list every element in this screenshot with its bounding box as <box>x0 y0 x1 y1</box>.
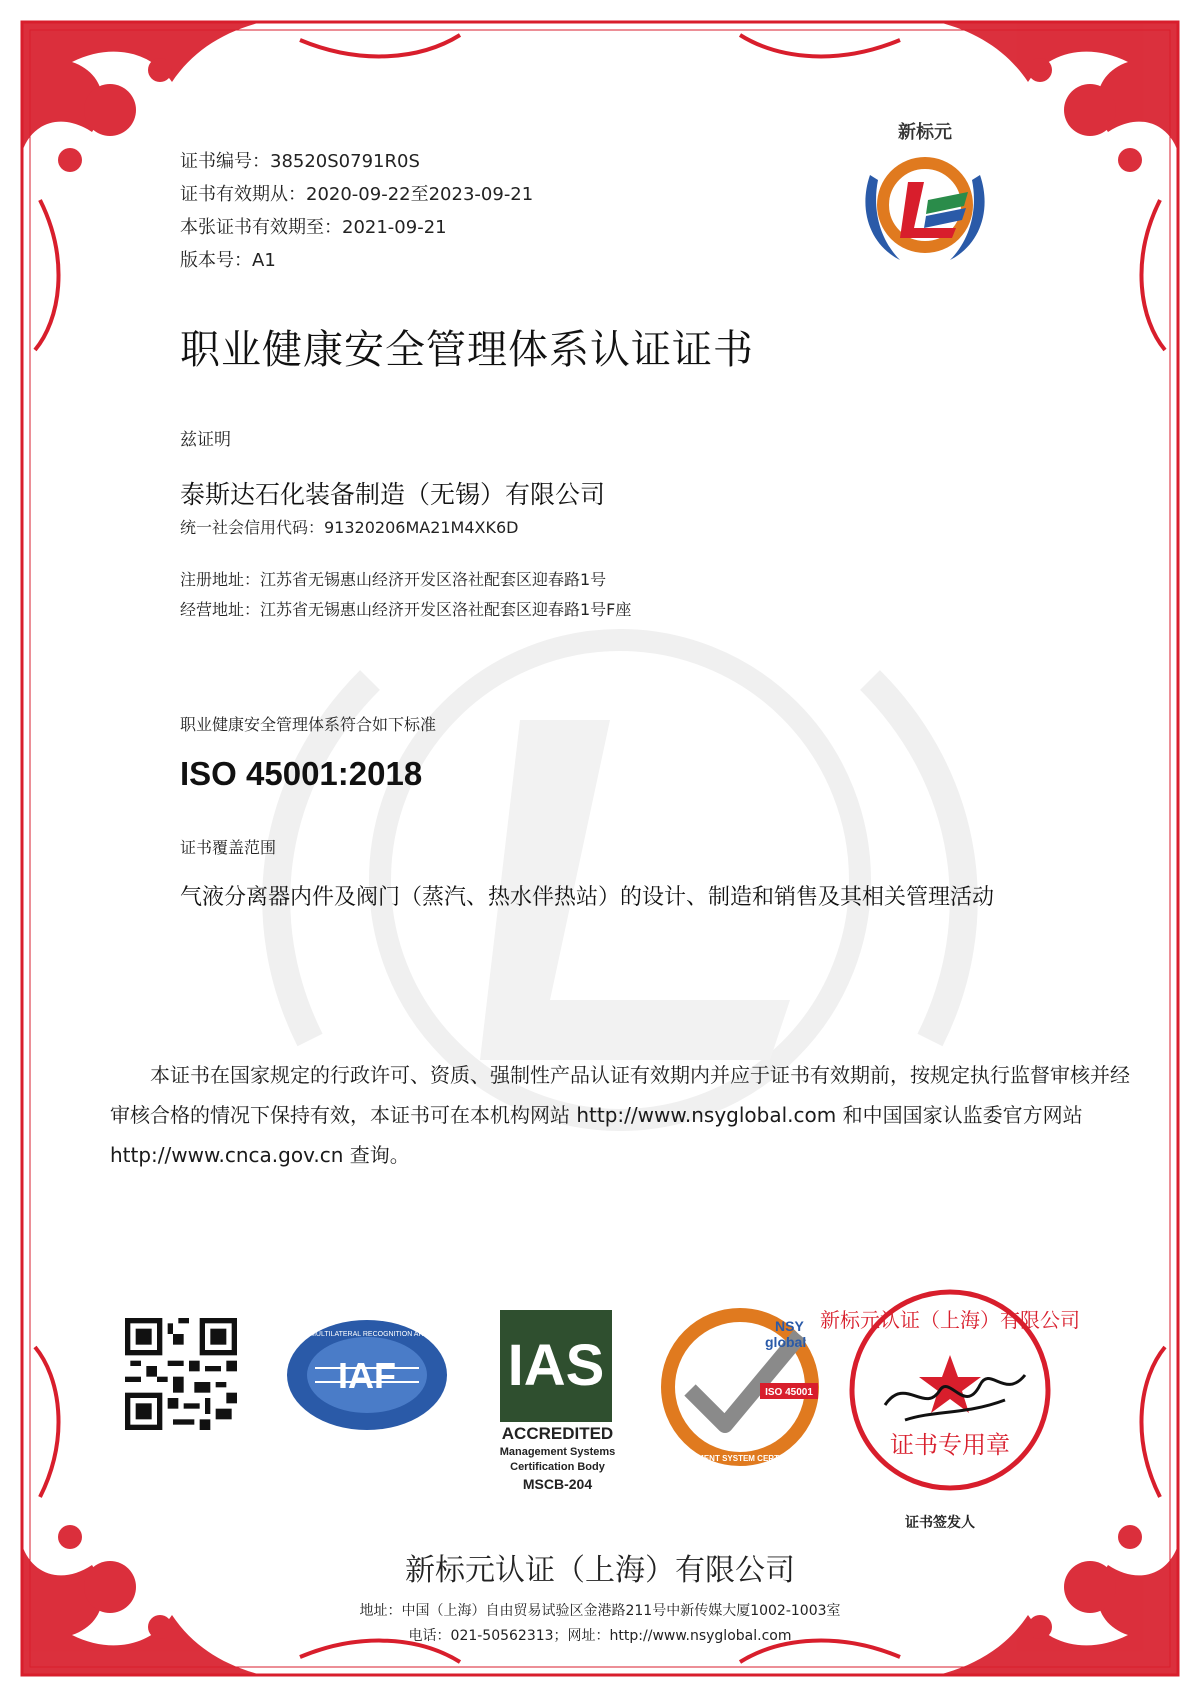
ias-logo: IAS <box>500 1310 612 1422</box>
brand-logo <box>850 120 1000 270</box>
company-name: 泰斯达石化装备制造（无锡）有限公司 <box>180 480 606 509</box>
credit-code: 统一社会信用代码：91320206MA21M4XK6D <box>180 518 519 537</box>
ias-line2: Certification Body <box>510 1461 605 1473</box>
scope-text: 气液分离器内件及阀门（蒸汽、热水伴热站）的设计、制造和销售及其相关管理活动 <box>180 885 995 910</box>
hereby-certify-label: 兹证明 <box>180 430 231 450</box>
nsy-ring-text: MANAGEMENT SYSTEM CERTIFICATION <box>661 1454 819 1463</box>
iaf-logo <box>265 1318 469 1433</box>
signature-caption: 证书签发人 <box>905 1515 975 1531</box>
ias-code: MSCB-204 <box>522 1476 593 1492</box>
seal-bottom-text: 证书专用章 <box>890 1431 1010 1459</box>
nsy-certification-mark <box>660 1305 820 1465</box>
nsy-badge-text: ISO 45001 <box>765 1387 813 1398</box>
registered-address: 注册地址：江苏省无锡惠山经济开发区洛社配套区迎春路1号 <box>180 570 607 589</box>
certificate-number: 证书编号：38520S0791R0S <box>180 151 420 172</box>
issuer-contact: 电话：021-50562313；网址：http://www.nsyglobal.com <box>408 1628 792 1644</box>
iaf-logo-text: IAF <box>338 1355 396 1396</box>
ias-line1: Management Systems <box>499 1446 616 1458</box>
certificate-meta <box>180 145 533 277</box>
version-number: 版本号：A1 <box>180 250 276 271</box>
issuer-address: 地址：中国（上海）自由贸易试验区金港路211号中新传媒大厦1002-1003室 <box>359 1603 841 1619</box>
ias-accredited-text: ACCREDITED <box>501 1424 614 1443</box>
nsy-top-text: NSY <box>775 1318 804 1334</box>
official-seal <box>820 1285 1080 1495</box>
validity-statement: 本证书在国家规定的行政许可、资质、强制性产品认证有效期内并应于证书有效期前，按规定执行监督审核并经审核合格的情况下保持有效，本证书可在本机构网站 http://www.nsyglobal.com 和中国国家认监委官方网站 http://www.cnca.gov.cn 查询。 <box>110 1063 1130 1167</box>
brand-logo-name: 新标元 <box>898 122 952 143</box>
this-certificate-valid-until: 本张证书有效期至：2021-09-21 <box>180 217 447 238</box>
address-block <box>180 565 631 625</box>
standard-name: ISO 45001:2018 <box>180 755 423 792</box>
certificate-title: 职业健康安全管理体系认证证书 <box>180 327 754 373</box>
seal-ring-text: 新标元认证（上海）有限公司 <box>820 1308 1080 1332</box>
scope-label: 证书覆盖范围 <box>180 838 277 857</box>
nsy-sub-text: global <box>765 1334 807 1350</box>
issuer-name: 新标元认证（上海）有限公司 <box>405 1553 795 1588</box>
iaf-logo-ring-text: MEMBER OF MULTILATERAL RECOGNITION ARRANGEMENT <box>265 1331 469 1338</box>
qr-code[interactable] <box>125 1318 237 1430</box>
standard-intro: 职业健康安全管理体系符合如下标准 <box>180 715 437 734</box>
certificate-validity: 证书有效期从：2020-09-22至2023-09-21 <box>180 184 534 205</box>
business-address: 经营地址：江苏省无锡惠山经济开发区洛社配套区迎春路1号F座 <box>180 600 632 619</box>
